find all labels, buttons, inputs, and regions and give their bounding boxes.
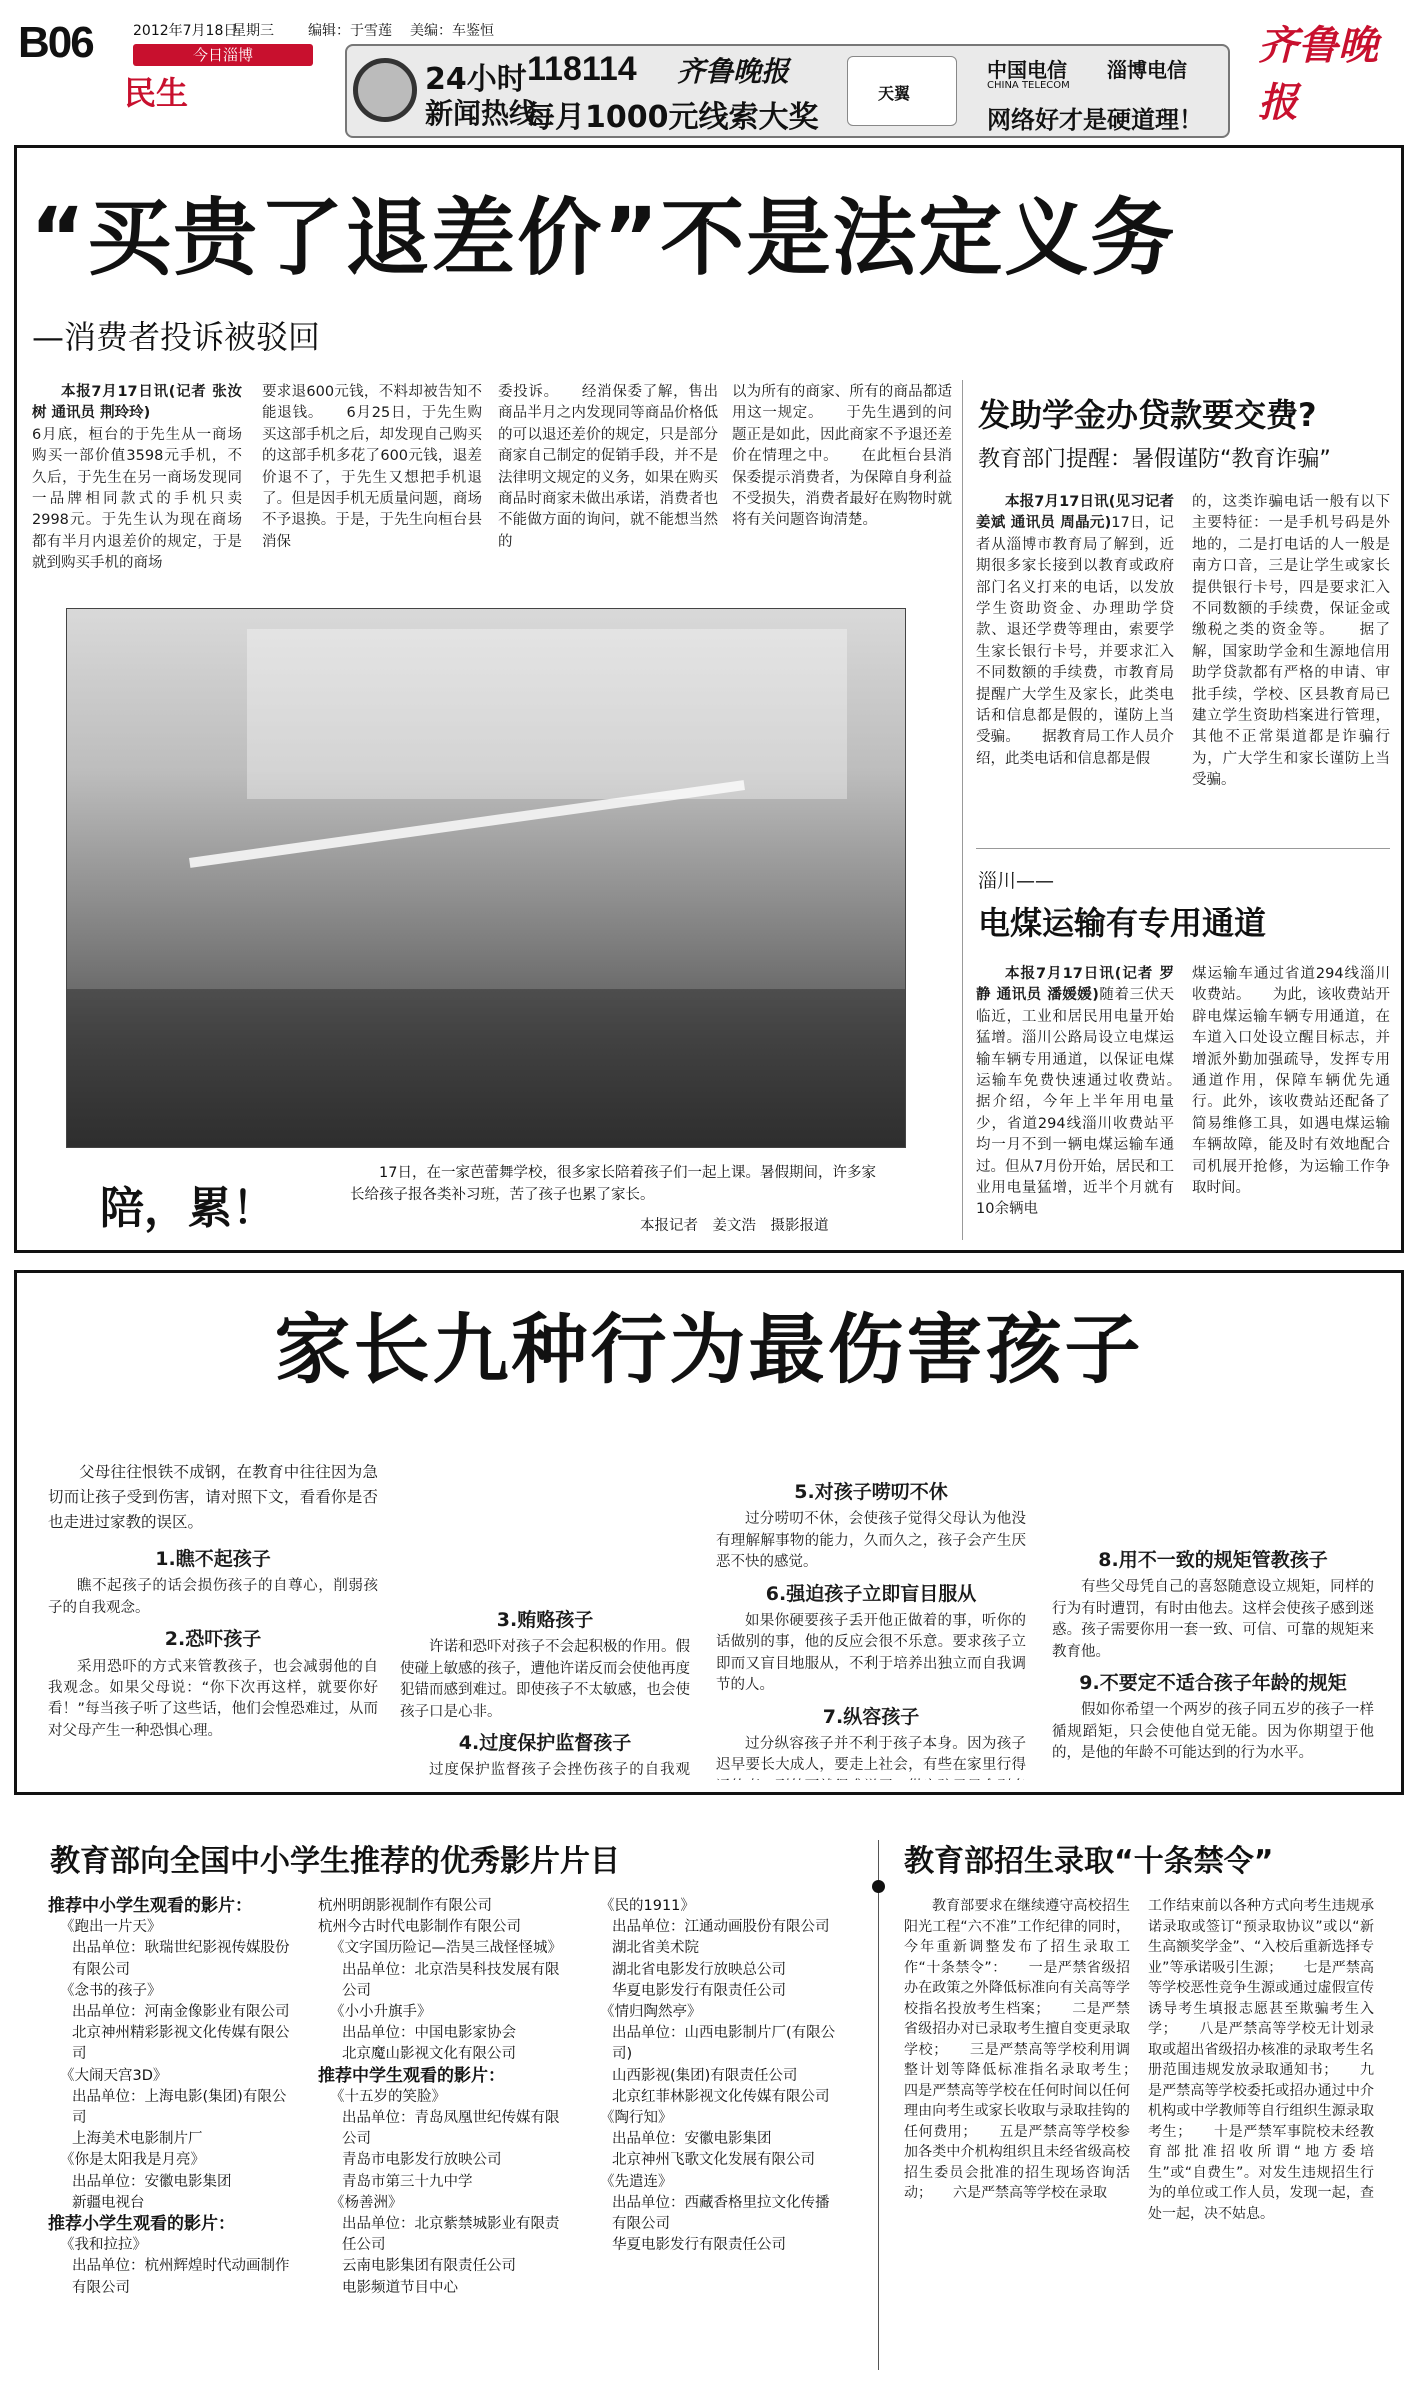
mirror-wall (247, 629, 847, 799)
ad-slogan: 网络好才是硬道理！ (987, 106, 1203, 134)
story2-title: 发助学金办贷款要交费? (978, 396, 1317, 434)
film-producer: 出品单位：西藏香格里拉文化传播有限公司 (612, 2194, 830, 2233)
film-list-col-3 (588, 1896, 838, 2366)
story2-text-2: 的，这类诈骗电话一般有以下主要特征：一是手机号码是外地的，二是打电话的人一般是南方口音，三是让学生或家长提供银行卡号，四是要求汇入不同数额的手续费，保证金或缴税之类的资金等。 据了解，国家助学金和生源地信用助学贷款都有严格的申请、审批手续，学校、区县教育局已建立学生资助档案进行管理，其他不正常渠道都是诈骗行为，广大学生和家长谨防上当受骗。 (1192, 494, 1390, 789)
item6-text: 如果你硬要孩子丢开他正做着的事，听你的话做别的事，他的反应会很不乐意。要求孩子立即而又盲目地服从，不利于培养出独立而自我调节的人。 (716, 1613, 1026, 1694)
film-producer: 出品单位：江通动画股份有限公司 (612, 1919, 830, 1936)
film-producer: 出品单位：耿瑞世纪影视传媒股份有限公司 (72, 1940, 290, 1978)
story2-col-1 (976, 492, 1174, 812)
film-producer: 出品单位：北京紫禁城影业有限责任公司 (342, 2216, 560, 2254)
item6-heading: 6.强迫孩子立即盲目服从 (765, 1582, 977, 1605)
film-title: 《文字国历险记—浩昊三战怪怪城》 (330, 1940, 562, 1957)
date: 2012年7月18日 (133, 23, 238, 39)
story6-text-2: 工作结束前以各种方式向考生违规承诺录取或签订“预录取协议”或以“新生高额奖学金”、“入校后重新选择专业”等承诺吸引生源； 七是严禁高等学校恶性竞争生源或通过虚假宣传诱导考生填报志愿甚至欺骗考生入学； 八是严禁高等学校无计划录取或超出省级招办核准的录取考生名册范围违规发放录取通知书； 九是严禁高等学校委托或招办通过中介机构或中学教师等自行组织生源录取考生； 十是严禁军事院校未经教育部批准招收所谓“地方委培生”或“自费生”。对发生违规招生行为的单位或工作人员，发现一起，查处一起，决不姑息。 (1148, 1898, 1374, 2222)
photo-caption: 17日，在一家芭蕾舞学校，很多家长陪着孩子们一起上课。暑假期间，许多家长给孩子报各类补习班，苦了孩子也累了家长。 (350, 1165, 876, 1203)
story4-col-3 (716, 1460, 1026, 1780)
story6-col-1 (904, 1896, 1130, 2376)
item7-heading: 7.纵容孩子 (822, 1705, 920, 1728)
story3-text-1: 随着三伏天临近，工业和居民用电量开始猛增。淄川公路局设立电煤运输车辆专用通道，以保证电煤运输车免费快速通过收费站。 据介绍，今年上半年用电量少，省道294线淄川收费站平均一月不到一辆电煤运输车通过。但从7月份开始，居民和工业用电量猛增，近半个月就有10余辆电 (976, 987, 1174, 1218)
film-producer: 华夏电影发行有限责任公司 (612, 2237, 786, 2254)
film-title: 《念书的孩子》 (60, 1982, 162, 1999)
item9-text: 假如你希望一个两岁的孩子同五岁的孩子一样循规蹈矩，只会使他自觉无能。因为你期望于他的，是他的年龄不可能达到的行为水平。 (1052, 1702, 1374, 1762)
story6-title: 教育部招生录取“十条禁令” (904, 1844, 1274, 1879)
film-title: 《小小升旗手》 (330, 2004, 432, 2021)
ad-brand: 齐鲁晚报 (677, 55, 790, 88)
item2-heading: 2.恐吓孩子 (164, 1628, 262, 1651)
film-title: 《你是太阳我是月亮》 (60, 2152, 205, 2169)
hotline-bottom: 新闻热线 (425, 97, 538, 130)
film-title: 《十五岁的笑脸》 (330, 2088, 446, 2105)
story2-text-1: 17日，记者从淄博市教育局了解到，近期很多家长接到以教育或政府部门名义打来的电话，以发放学生资助资金、办理助学贷款、退还学费等理由，索要学生家长银行卡号，并要求汇入不同数额的手续费，市教育局提醒广大学生及家长，此类电话和信息都是假的，谨防上当受骗。 据教育局工作人员介绍，此类电话和信息都是假 (976, 515, 1174, 767)
story3-byline: 本报7月17日讯(记者 罗静 通讯员 潘媛媛) (976, 966, 1174, 1004)
story3-text-2: 煤运输车通过省道294线淄川收费站。 为此，该收费站开辟电煤运输车辆专用通道，在车道入口处设立醒目标志，并增派外勤加强疏导，发挥专用通道作用，保障车辆优先通行。此外，该收费站还配备了简易维修工具，如遇电煤运输车辆故障，能及时有效地配合司机展开抢修，为运输工作争取时间。 (1192, 966, 1390, 1197)
hotline-number: 118114 (527, 50, 637, 88)
story1-col-2 (262, 382, 482, 582)
item5-heading: 5.对孩子唠叨不休 (794, 1481, 948, 1503)
item3-heading: 3.贿赂孩子 (496, 1609, 594, 1631)
top-column-divider (962, 380, 963, 1240)
film-list-col-1 (48, 1896, 298, 2366)
film-producer: 电影频道节目中心 (342, 2279, 458, 2296)
item3-text: 许诺和恐吓对孩子不会起积极的作用。假使碰上敏感的孩子，遭他许诺反而会使他再度犯错而感到难过。即使孩子不太敏感，也会使孩子口是心非。 (400, 1639, 690, 1720)
story2-subtitle: 教育部门提醒：暑假谨防“教育诈骗” (978, 447, 1331, 472)
story3-col-2 (1192, 964, 1390, 1244)
film-category: 推荐中小学生观看的影片： (48, 1896, 252, 1916)
film-producer: 新疆电视台 (72, 2194, 145, 2211)
hotline-top: 24小时 (425, 62, 527, 97)
bottom-divider (878, 1840, 879, 2370)
film-title: 《我和拉拉》 (60, 2237, 147, 2254)
item1-heading: 1.瞧不起孩子 (155, 1548, 271, 1570)
film-producer: 华夏电影发行有限责任公司 (612, 1982, 786, 1999)
film-producer: 出品单位：山西电影制片厂(有限公司) (612, 2025, 836, 2063)
film-producer: 青岛市第三十九中学 (342, 2173, 473, 2190)
tianyi-logo: 天翼 (878, 84, 911, 103)
film-producer: 出品单位：青岛凤凰世纪传媒有限公司 (342, 2110, 560, 2148)
ad-prize: 每月1000元线索大奖 (525, 100, 819, 135)
film-title: 《陶行知》 (600, 2110, 673, 2127)
story1-col-3 (498, 382, 718, 582)
story1-col-1 (32, 382, 242, 582)
story1-col-4 (732, 382, 952, 582)
film-producer: 杭州明朗影视制作有限公司 (318, 1898, 492, 1914)
item4-text: 过度保护监督孩子会挫伤孩子的自我观 (429, 1762, 690, 1779)
story1-title: “买贵了退差价”不是法定义务 (30, 189, 1177, 287)
film-producer: 北京神州飞歌文化发展有限公司 (612, 2152, 815, 2169)
film-producer: 湖北省电影发行放映总公司 (612, 1961, 786, 1978)
section-tag: 今日淄博 (133, 44, 313, 66)
film-title: 《情归陶然亭》 (600, 2004, 702, 2021)
story1-text-4: 以为所有的商家、所有的商品都适用这一规定。 于先生遇到的问题正是如此，因此商家不予退还差价在情理之中。 在此桓台县消保委提示消费者，为保障自身利益不受损失，消费者最好在购物时就将有关问题咨询清楚。 (732, 384, 952, 529)
tianyi-card (847, 56, 957, 126)
film-producer: 山西影视(集团)有限责任公司 (612, 2067, 798, 2084)
item8-text: 有些父母凭自己的喜怒随意设立规矩，同样的行为有时遭罚，有时由他去。这样会使孩子感到迷惑。孩子需要你用一套一致、可信、可靠的规矩来教育他。 (1052, 1579, 1374, 1660)
story2-col-2 (1192, 492, 1390, 812)
story2-divider (976, 848, 1390, 849)
story3-kicker: 淄川—— (978, 870, 1055, 892)
masthead-logo: 齐鲁晚报 (1258, 22, 1378, 126)
story4-title: 家长九种行为最伤害孩子 (274, 1305, 1144, 1394)
item4-heading: 4.过度保护监督孩子 (458, 1732, 632, 1755)
story6-col-2 (1148, 1896, 1374, 2376)
film-title: 《大闹天宫3D》 (60, 2067, 168, 2084)
film-title: 《民的1911》 (600, 1898, 695, 1914)
film-producer: 出品单位：杭州辉煌时代动画制作有限公司 (72, 2258, 290, 2296)
film-producer: 出品单位：河南金像影业有限公司 (72, 2004, 290, 2021)
film-category: 推荐小学生观看的影片： (48, 2214, 235, 2235)
film-producer: 出品单位：中国电影家协会 (342, 2025, 516, 2042)
film-title: 《跑出一片天》 (60, 1919, 162, 1936)
photo-credit: 本报记者 姜文浩 摄影报道 (640, 1218, 829, 1234)
item2-text: 采用恐吓的方式来管教孩子，也会减弱他的自我观念。如果父母说：“你下次再这样，就要你好看！”每当孩子听了这些话，他们会惶恐难过，从而对父母产生一种恐惧心理。 (48, 1658, 378, 1739)
film-producer: 湖北省美术院 (612, 1940, 699, 1957)
item9-heading: 9.不要定不适合孩子年龄的规矩 (1079, 1672, 1347, 1695)
story4-col-4 (1052, 1460, 1374, 1780)
film-title: 《杨善洲》 (330, 2194, 403, 2211)
item5-text: 过分唠叨不休，会使孩子觉得父母认为他没有理解解事物的能力，久而久之，孩子会产生厌恶不快的感觉。 (716, 1511, 1026, 1571)
telecom-logo-text: 中国电信 (987, 58, 1067, 82)
telecom2: 淄博电信 (1107, 58, 1187, 82)
section-title: 民生 (124, 74, 189, 112)
story3-title: 电煤运输有专用通道 (978, 904, 1267, 942)
film-producer: 青岛市电影发行放映公司 (342, 2152, 502, 2169)
story3-col-1 (976, 964, 1174, 1244)
film-title: 《先遣连》 (600, 2173, 673, 2190)
film-producer: 出品单位：北京浩昊科技发展有限公司 (342, 1961, 560, 1999)
dance-class-photo (66, 608, 906, 1148)
story1-text-1: 6月底，桓台的于先生从一商场购买一部价值3598元手机，不久后，于先生在另一商场发现同一品牌相同款式的手机只卖2998元。于先生认为现在商场都有半月内退差价的规定，于是就到购买手机的商场 (32, 426, 242, 572)
item7-text: 过分纵容孩子并不利于孩子本身。因为孩子迟早要长大成人，要走上社会，有些在家里行得 (716, 1736, 1026, 1774)
floor (67, 989, 906, 1148)
film-category: 推荐中学生观看的影片： (318, 2065, 505, 2086)
story6-text-1: 教育部要求在继续遵守高校招生阳光工程“六不准”工作纪律的同时，今年重新调整发布了招生录取工作“十条禁令”： 一是严禁省级招办在政策之外降低标准向有关高等学校指名投放考生档案； 二是严禁省级招办对已录取考生擅自变更录取学校； 三是严禁高等学校利用调整计划等降低标准指名录取考生； 四是严禁高等学校在任何时间以任何理由向考生或家长收取与录取挂钩的任何费用； 五是严禁高等学校参加各类中介机构组织且未经省级高校招生委员会批准的招生现场咨询活动； 六是严禁高等学校在录取 (904, 1898, 1130, 2201)
story4-col-2 (400, 1580, 690, 1780)
telecom-en: CHINA TELECOM (987, 80, 1070, 91)
story1-text-3: 委投诉。 经消保委了解，售出商品半月之内发现同等商品价格低的可以退还差价的规定，只是部分商家自己制定的促销手段，并不是法律明文规定的义务，如果在购买商品时商家未做出承诺，消费者也不能做方面的询问，就不能想当然的 (498, 384, 718, 550)
story5-title: 教育部向全国中小学生推荐的优秀影片片目 (50, 1844, 620, 1879)
page-number: B06 (18, 18, 93, 67)
hotline-ad-banner[interactable] (345, 44, 1230, 138)
story2-byline: 本报7月17日讯(见习记者 姜斌 通讯员 周晶元) (976, 494, 1174, 532)
divider-dot (872, 1880, 885, 1893)
film-producer: 杭州今古时代电影制作有限公司 (318, 1919, 521, 1936)
film-producer: 北京神州精彩影视文化传媒有限公司 (72, 2025, 290, 2063)
film-producer: 北京魔山影视文化有限公司 (342, 2046, 516, 2063)
phone-icon (353, 58, 417, 122)
film-list-col-2 (318, 1896, 568, 2366)
editor: 编辑：于雪莲 (308, 23, 392, 39)
film-producer: 出品单位：安徽电影集团 (72, 2173, 232, 2190)
weekday: 星期三 (232, 23, 274, 39)
photo-headline: 陪，累！ (100, 1183, 276, 1234)
film-producer: 云南电影集团有限责任公司 (342, 2258, 516, 2275)
story4-lead: 父母往往恨铁不成钢，在教育中往往因为急切而让孩子受到伤害，请对照下文，看看你是否也走进过家教的误区。 (48, 1463, 378, 1531)
item8-heading: 8.用不一致的规矩管教孩子 (1098, 1549, 1328, 1571)
story1-text-2: 要求退600元钱，不料却被告知不能退钱。 6月25日，于先生购买这部手机之后，却发现自己购买的这部手机多花了600元钱，退差价退不了，于先生又想把手机退了。但是因手机无质量问题，商场不予退换。于是，于先生向桓台县消保 (262, 384, 482, 550)
item1-text: 瞧不起孩子的话会损伤孩子的自尊心，削弱孩子的自我观念。 (48, 1578, 378, 1616)
story4-col-1 (48, 1460, 378, 1780)
story1-byline: 本报7月17日讯(记者 张汝树 通讯员 荆玲玲) (32, 384, 242, 422)
story1-subtitle: —消费者投诉被驳回 (32, 318, 321, 356)
film-producer: 北京红菲林影视文化传媒有限公司 (612, 2088, 830, 2105)
film-producer: 上海美术电影制片厂 (72, 2131, 203, 2148)
film-producer: 出品单位：安徽电影集团 (612, 2131, 772, 2148)
designer: 美编：车鉴恒 (410, 23, 494, 39)
film-producer: 出品单位：上海电影(集团)有限公司 (72, 2088, 287, 2127)
